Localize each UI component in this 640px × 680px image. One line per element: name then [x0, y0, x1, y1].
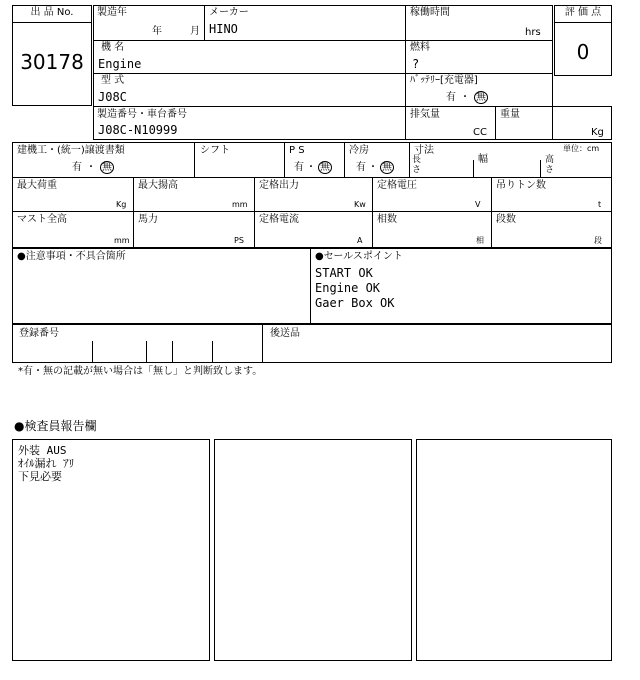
selling-point-2: Engine OK: [315, 281, 381, 295]
ac-no-circled: 無: [382, 162, 392, 173]
max-load-label: 最大荷重: [17, 180, 57, 191]
selling-point-3: Gaer Box OK: [315, 296, 395, 310]
fuel-value: ?: [412, 57, 420, 71]
mast-label: マスト全高: [17, 214, 67, 225]
rated-current-label: 定格電流: [259, 214, 299, 225]
inspector-box-2[interactable]: [214, 439, 412, 661]
rated-voltage-unit: V: [475, 200, 481, 209]
model-name-value: Engine: [98, 57, 142, 71]
item-no-value: 30178: [20, 50, 84, 74]
ac-label: 冷房: [349, 145, 369, 156]
weight-unit: Kg: [591, 127, 604, 138]
rated-output-label: 定格出力: [259, 180, 299, 191]
transfer-no-circled: 無: [102, 162, 112, 173]
year-label: 製造年: [97, 7, 127, 18]
model-name-label: 機 名: [101, 42, 125, 53]
hoist-unit: t: [598, 200, 602, 209]
length-label: 長さ: [412, 155, 422, 175]
ac-yes: 有: [356, 162, 366, 173]
hoist-label: 吊りトン数: [496, 180, 546, 191]
mast-unit: mm: [114, 236, 130, 245]
width-label: 幅: [478, 154, 488, 165]
max-load-unit: Kg: [116, 200, 127, 209]
inspector-line-2: ｵｲﾙ漏れ ｱﾘ: [18, 457, 75, 470]
caution-label: ●注意事項・不具合箇所: [17, 251, 126, 262]
year-unit: 年: [152, 26, 162, 37]
hours-label: 稼働時間: [410, 7, 450, 18]
battery-label: ﾊﾞｯﾃﾘｰ[充電器]: [410, 75, 478, 86]
type-value: J08C: [98, 90, 127, 104]
phase-unit: 相: [476, 236, 484, 245]
reg-label: 登録番号: [19, 328, 59, 339]
battery-options[interactable]: 有 ・ 無: [446, 92, 486, 103]
max-lift-label: 最大揚高: [138, 180, 178, 191]
selling-point-1: START OK: [315, 266, 373, 280]
transfer-label: 建機工・(統一)譲渡書類: [17, 145, 125, 156]
hp-unit: PS: [234, 236, 244, 245]
max-lift-unit: mm: [232, 200, 248, 209]
ps-no-circled: 無: [320, 162, 330, 173]
delivery-label: 後送品: [270, 328, 300, 339]
transfer-yes: 有: [72, 162, 82, 173]
stages-unit: 段: [594, 236, 602, 245]
hours-unit: hrs: [525, 27, 541, 38]
maker-value: HINO: [209, 22, 238, 36]
item-no-label: 出 品 No.: [30, 7, 74, 18]
transfer-options[interactable]: 有 ・ 無: [72, 162, 112, 173]
dims-label: 寸法: [414, 145, 434, 156]
rated-output-unit: Kw: [354, 200, 366, 209]
stages-label: 段数: [496, 214, 516, 225]
rating-label: 評 価 点: [564, 7, 602, 18]
phase-label: 相数: [377, 214, 397, 225]
shift-label: シフト: [200, 145, 230, 156]
rated-voltage-label: 定格電圧: [377, 180, 417, 191]
dims-unit: 単位：cm: [563, 144, 600, 153]
inspector-title: ●検査員報告欄: [14, 419, 97, 433]
ac-options[interactable]: 有 ・ 無: [356, 162, 392, 173]
fuel-label: 燃料: [410, 42, 430, 53]
battery-no-circled: 無: [476, 92, 486, 103]
hp-label: 馬力: [138, 214, 158, 225]
rated-current-unit: A: [357, 236, 363, 245]
inspector-box-3[interactable]: [416, 439, 612, 661]
registration-box: [12, 324, 612, 363]
displacement-label: 排気量: [410, 109, 440, 120]
specs-grid: [12, 142, 612, 248]
maker-label: メーカー: [209, 7, 249, 18]
month-unit: 月: [190, 26, 200, 37]
serial-label: 製造番号・車台番号: [97, 109, 187, 120]
weight-label: 重量: [500, 109, 520, 120]
battery-yes: 有: [446, 92, 456, 103]
type-label: 型 式: [101, 75, 125, 86]
serial-value: J08C-N10999: [98, 123, 178, 137]
ps-yes: 有: [294, 162, 304, 173]
inspector-line-3: 下見必要: [18, 470, 62, 483]
rating-value: 0: [576, 40, 590, 64]
inspector-line-1: 外装 AUS: [18, 444, 67, 457]
ps-options[interactable]: 有 ・ 無: [294, 162, 330, 173]
footnote: *有・無の記載が無い場合は「無し」と判断致します。: [18, 366, 263, 377]
ps-label: P S: [289, 145, 305, 156]
displacement-unit: CC: [473, 127, 487, 138]
height-label: 高さ: [545, 155, 555, 175]
selling-label: ●セールスポイント: [315, 251, 403, 262]
